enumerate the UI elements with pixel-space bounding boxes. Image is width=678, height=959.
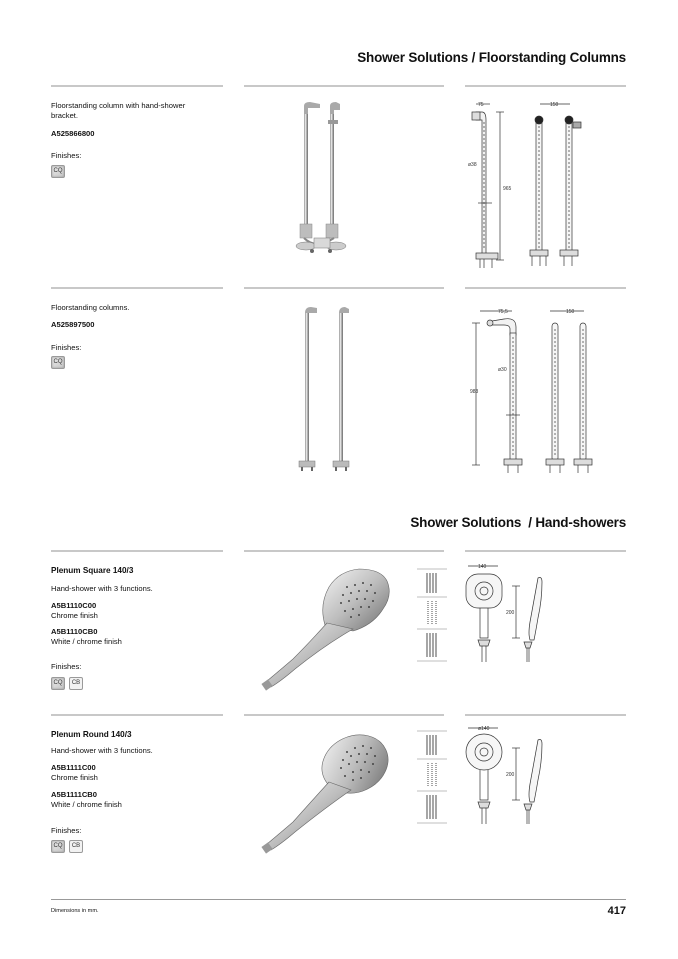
product-name: Plenum Round 140/3 [51, 730, 132, 739]
dim-label: 150 [550, 102, 559, 108]
divider [244, 287, 444, 289]
dim-label: 983 [470, 389, 479, 395]
technical-drawing-floorstanding-columns [470, 305, 620, 475]
dim-label: ø38 [468, 162, 477, 168]
product-code: A5B1110CB0 [51, 627, 98, 636]
product-code: A525866800 [51, 129, 95, 138]
divider [51, 714, 223, 716]
footer-note: Dimensions in mm. [51, 908, 99, 914]
product-image-floorstanding-column-bracket [290, 100, 360, 265]
divider [244, 85, 444, 87]
divider [51, 550, 223, 552]
product-code: A5B1110C00 [51, 601, 97, 610]
finishes-label: Finishes: [51, 826, 82, 835]
product-description: Hand-shower with 3 functions. [51, 746, 153, 755]
divider [465, 550, 626, 552]
dim-label: 75 [478, 102, 484, 108]
finish-text: Chrome finish [51, 611, 98, 620]
technical-drawing-plenum-round [458, 722, 558, 830]
dim-label: 150 [566, 309, 575, 315]
divider [244, 714, 444, 716]
technical-drawing-floorstanding-column-bracket [470, 100, 620, 275]
divider [244, 550, 444, 552]
finish-swatch-cq: CQ [51, 840, 65, 853]
product-code: A5B1111C00 [51, 763, 96, 772]
product-description: Hand-shower with 3 functions. [51, 584, 153, 593]
footer-divider [51, 899, 626, 900]
section-title-floorstanding: Shower Solutions / Floorstanding Columns [357, 50, 626, 65]
dim-label: ø140 [478, 726, 490, 732]
description-line: bracket. [51, 111, 79, 120]
divider [465, 287, 626, 289]
product-description [51, 101, 226, 121]
technical-drawing-plenum-square [458, 560, 558, 668]
finish-text: White / chrome finish [51, 800, 122, 809]
dim-label: 965 [503, 186, 512, 192]
dim-label: 200 [506, 772, 515, 778]
finishes-label: Finishes: [51, 151, 82, 160]
finish-swatch-cq: CQ [51, 677, 65, 690]
product-image-plenum-square [255, 565, 395, 695]
dim-label: 140 [478, 564, 487, 570]
spray-patterns-plenum-square [417, 567, 447, 662]
product-code: A5B1111CB0 [51, 790, 98, 799]
finishes-label: Finishes: [51, 343, 82, 352]
finish-text: Chrome finish [51, 773, 98, 782]
dim-label: 75,5 [498, 309, 508, 315]
finish-text: White / chrome finish [51, 637, 122, 646]
section-title-hand-showers: Shower Solutions / Hand-showers [410, 515, 626, 530]
product-description: Floorstanding columns. [51, 303, 130, 312]
product-image-floorstanding-columns [295, 305, 355, 475]
divider [465, 85, 626, 87]
product-name: Plenum Square 140/3 [51, 566, 134, 575]
description-line: Floorstanding column with hand-shower [51, 101, 186, 110]
finish-swatch-cb: CB [69, 840, 83, 853]
page-number: 417 [607, 905, 626, 917]
divider [51, 85, 223, 87]
finish-swatch-cq: CQ [51, 356, 65, 369]
finish-swatch-cb: CB [69, 677, 83, 690]
product-code: A525897500 [51, 320, 95, 329]
divider [51, 287, 223, 289]
divider [465, 714, 626, 716]
finish-swatch-cq: CQ [51, 165, 65, 178]
dim-label: ø30 [498, 367, 507, 373]
product-image-plenum-round [255, 730, 395, 860]
dim-label: 200 [506, 610, 515, 616]
spray-patterns-plenum-round [417, 729, 447, 824]
finishes-label: Finishes: [51, 662, 82, 671]
